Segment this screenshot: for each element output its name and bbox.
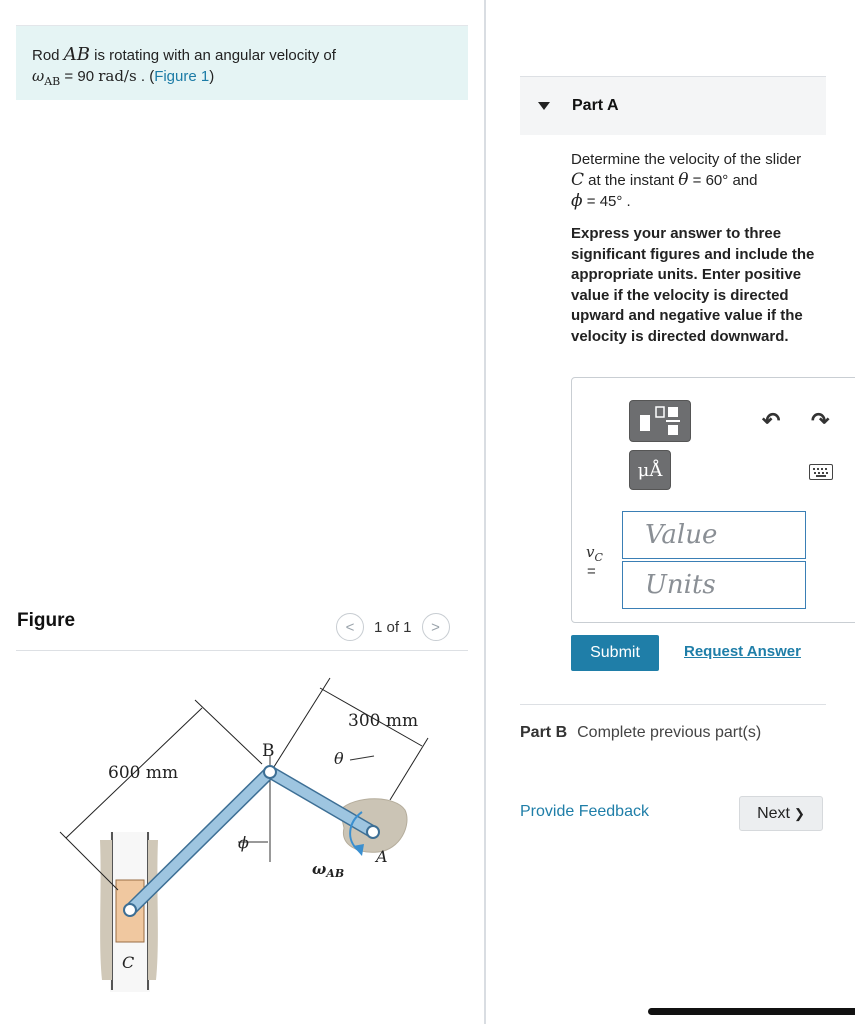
label-b: B [262,741,275,761]
prev-figure-button[interactable] [336,613,364,641]
label-a: A [376,847,388,866]
chevron-left-icon: < [345,618,355,636]
page-indicator: 1 of 1 [374,618,412,636]
figure-divider [16,650,468,651]
problem-text-suffix: is rotating with an angular velocity of [94,47,336,64]
part-b-title: Part B [520,724,568,741]
part-b-divider [520,704,826,705]
omega-value: = 90 [60,68,99,85]
undo-icon[interactable]: ↶ [762,408,781,433]
problem-statement [16,26,468,100]
theta-value: = 60° [688,172,733,189]
part-a-header[interactable] [520,77,826,135]
label-phi: ϕ [238,833,249,852]
pin-b [264,766,276,778]
answer-variable: $v_C$ [586,543,603,564]
answer-instructions: Express your answer to three significant figures and include the appropriate units. Enter positive value if the velocity is directed upward and negative value if the velocity is directed downward. [571,225,815,345]
caret-down-icon [538,102,550,110]
omega-symbol: ω [32,67,45,85]
fraction-template-icon [630,401,690,441]
label-600: 600 mm [108,763,179,783]
dimension-300-ext1 [272,678,330,770]
guide-left-hatch [100,840,112,980]
figure-link[interactable]: Figure 1 [154,68,210,85]
figure-pager [336,614,450,640]
question-pre: Determine the velocity of the slider [571,151,802,168]
phi-value: = 45° . [582,193,631,210]
theta-arrow [350,756,374,760]
mechanism-diagram [40,660,440,1000]
pin-a [367,826,379,838]
home-indicator [648,1008,855,1015]
units-input[interactable]: Units [622,561,806,609]
phi-symbol: ϕ [571,191,583,211]
question-text [571,150,841,212]
vertical-divider [484,0,486,1024]
next-label: Next [757,804,790,822]
figure-title: Figure [17,610,76,631]
pin-c [124,904,136,916]
request-answer-link[interactable]: Request Answer [684,643,801,660]
theta-symbol: θ [678,170,689,190]
omega-arrowhead [353,844,364,856]
redo-icon[interactable]: ↷ [811,408,830,433]
label-c: C [122,953,135,972]
problem-text: Rod [32,47,60,64]
submit-button[interactable]: Submit [571,635,659,671]
chevron-right-icon: ❯ [794,805,805,821]
omega-subscript: AB [44,75,61,88]
after-units: . ( [136,68,155,85]
label-theta: θ [334,749,344,768]
label-300: 300 mm [348,711,419,731]
keyboard-keys-icon [810,465,832,479]
close-paren: ) [209,68,215,85]
value-input[interactable]: Value [622,511,806,559]
problem-line-2 [32,66,452,92]
template-button[interactable] [629,400,691,442]
part-b-row [520,724,761,742]
next-figure-button[interactable] [422,613,450,641]
part-b-status: Complete previous part(s) [577,724,762,741]
slider-var: C [571,170,585,190]
part-a-title: Part A [572,97,619,114]
question-mid: at the instant [584,172,679,189]
provide-feedback-link[interactable]: Provide Feedback [520,803,649,820]
label-omega: $\omega_{AB}$ [312,860,345,880]
guide-right-hatch [148,840,158,980]
chevron-right-icon: > [431,618,440,636]
omega-units: rad/s [98,67,137,85]
answer-editor [571,377,855,623]
rod-name: AB [63,44,90,65]
units-button[interactable]: μÅ [629,450,671,490]
problem-line-1 [32,44,452,66]
dimension-600-ext1 [195,700,262,764]
and-word: and [732,172,758,189]
keyboard-icon[interactable] [809,464,833,480]
equals-sign: = [587,563,596,580]
dimension-300-ext2 [390,738,428,800]
next-button[interactable] [739,796,823,831]
